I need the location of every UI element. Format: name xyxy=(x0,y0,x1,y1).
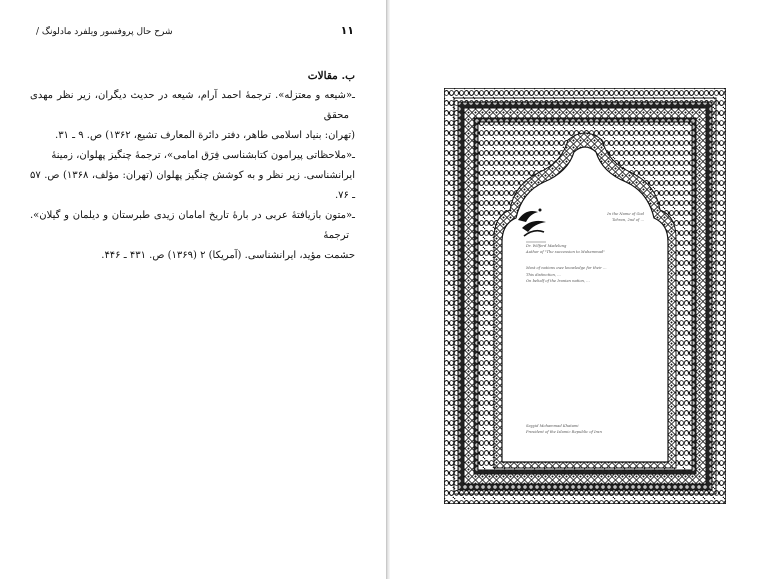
reference-3-line-2: حشمت مؤید، ایرانشناسی. (آمریکا) ۲ (۱۳۶۹) ص. ۴۳۱ ـ ۴۴۶. xyxy=(101,250,355,261)
letter-signature xyxy=(526,424,646,435)
reference-1-line-1: ـ«شیعه و معتزله». ترجمهٔ احمد آرام، شیعه در حدیث دیگران، زیر نظر مهدی محقق xyxy=(30,90,355,121)
letter-salutation: Dr. Wilferd Madelung xyxy=(526,244,567,248)
letter-author-line: Author of "The succession to Muhammad" xyxy=(526,249,605,254)
reference-3-line-1: ـ«متون بازیافتهٔ عربی در بارهٔ تاریخ امامان زیدی طبرستان و دیلمان و گیلان». ترجمهٔ xyxy=(30,210,355,241)
letter-date-line-1: In the Name of God xyxy=(607,212,644,216)
letter-text xyxy=(526,174,646,456)
letter-body xyxy=(526,266,644,286)
articles-section xyxy=(30,66,355,266)
letter-paragraph: On behalf of the Iranian nation, ... xyxy=(526,279,590,284)
letter-date-line-2: Tehran, 2nd of ... xyxy=(612,217,644,222)
signature-name: Sayyid Mohammad Khatami xyxy=(526,424,579,428)
page-number: ۱۱ xyxy=(340,24,354,37)
letter-paragraph: This distinction, ... xyxy=(526,272,561,277)
reference-2-line-1: ـ«ملاحظاتی پیرامون کتابشناسی فِرَق امامی»، ترجمهٔ چنگیز پهلوان، زمینهٔ xyxy=(51,150,355,161)
ornamental-letter-plate xyxy=(444,88,726,504)
right-page xyxy=(390,0,775,579)
reference-1-line-2: (تهران: بنیاد اسلامی طاهر، دفتر دائرة المعارف تشیع، ۱۳۶۲) ص. ۹ ـ ۳۱. xyxy=(55,130,355,141)
signature-title: President of the Islamic Republic of Iran xyxy=(526,429,602,434)
section-heading: ب. مقالات xyxy=(307,70,355,82)
letter-date xyxy=(554,212,644,223)
letter-addressee xyxy=(526,244,646,255)
left-page xyxy=(0,0,386,579)
letter-paragraph: Most of nations owe knowledge for their ... xyxy=(526,266,607,270)
running-head xyxy=(36,24,354,37)
running-head-title: شرح حال پروفسور ویلفرد مادلونگ / xyxy=(36,27,173,37)
reference-2-line-2: ایرانشناسی. زیر نظر و به کوشش چنگیز پهلوان (تهران: مؤلف، ۱۳۶۸) ص. ۵۷ ـ ۷۶. xyxy=(30,170,355,201)
